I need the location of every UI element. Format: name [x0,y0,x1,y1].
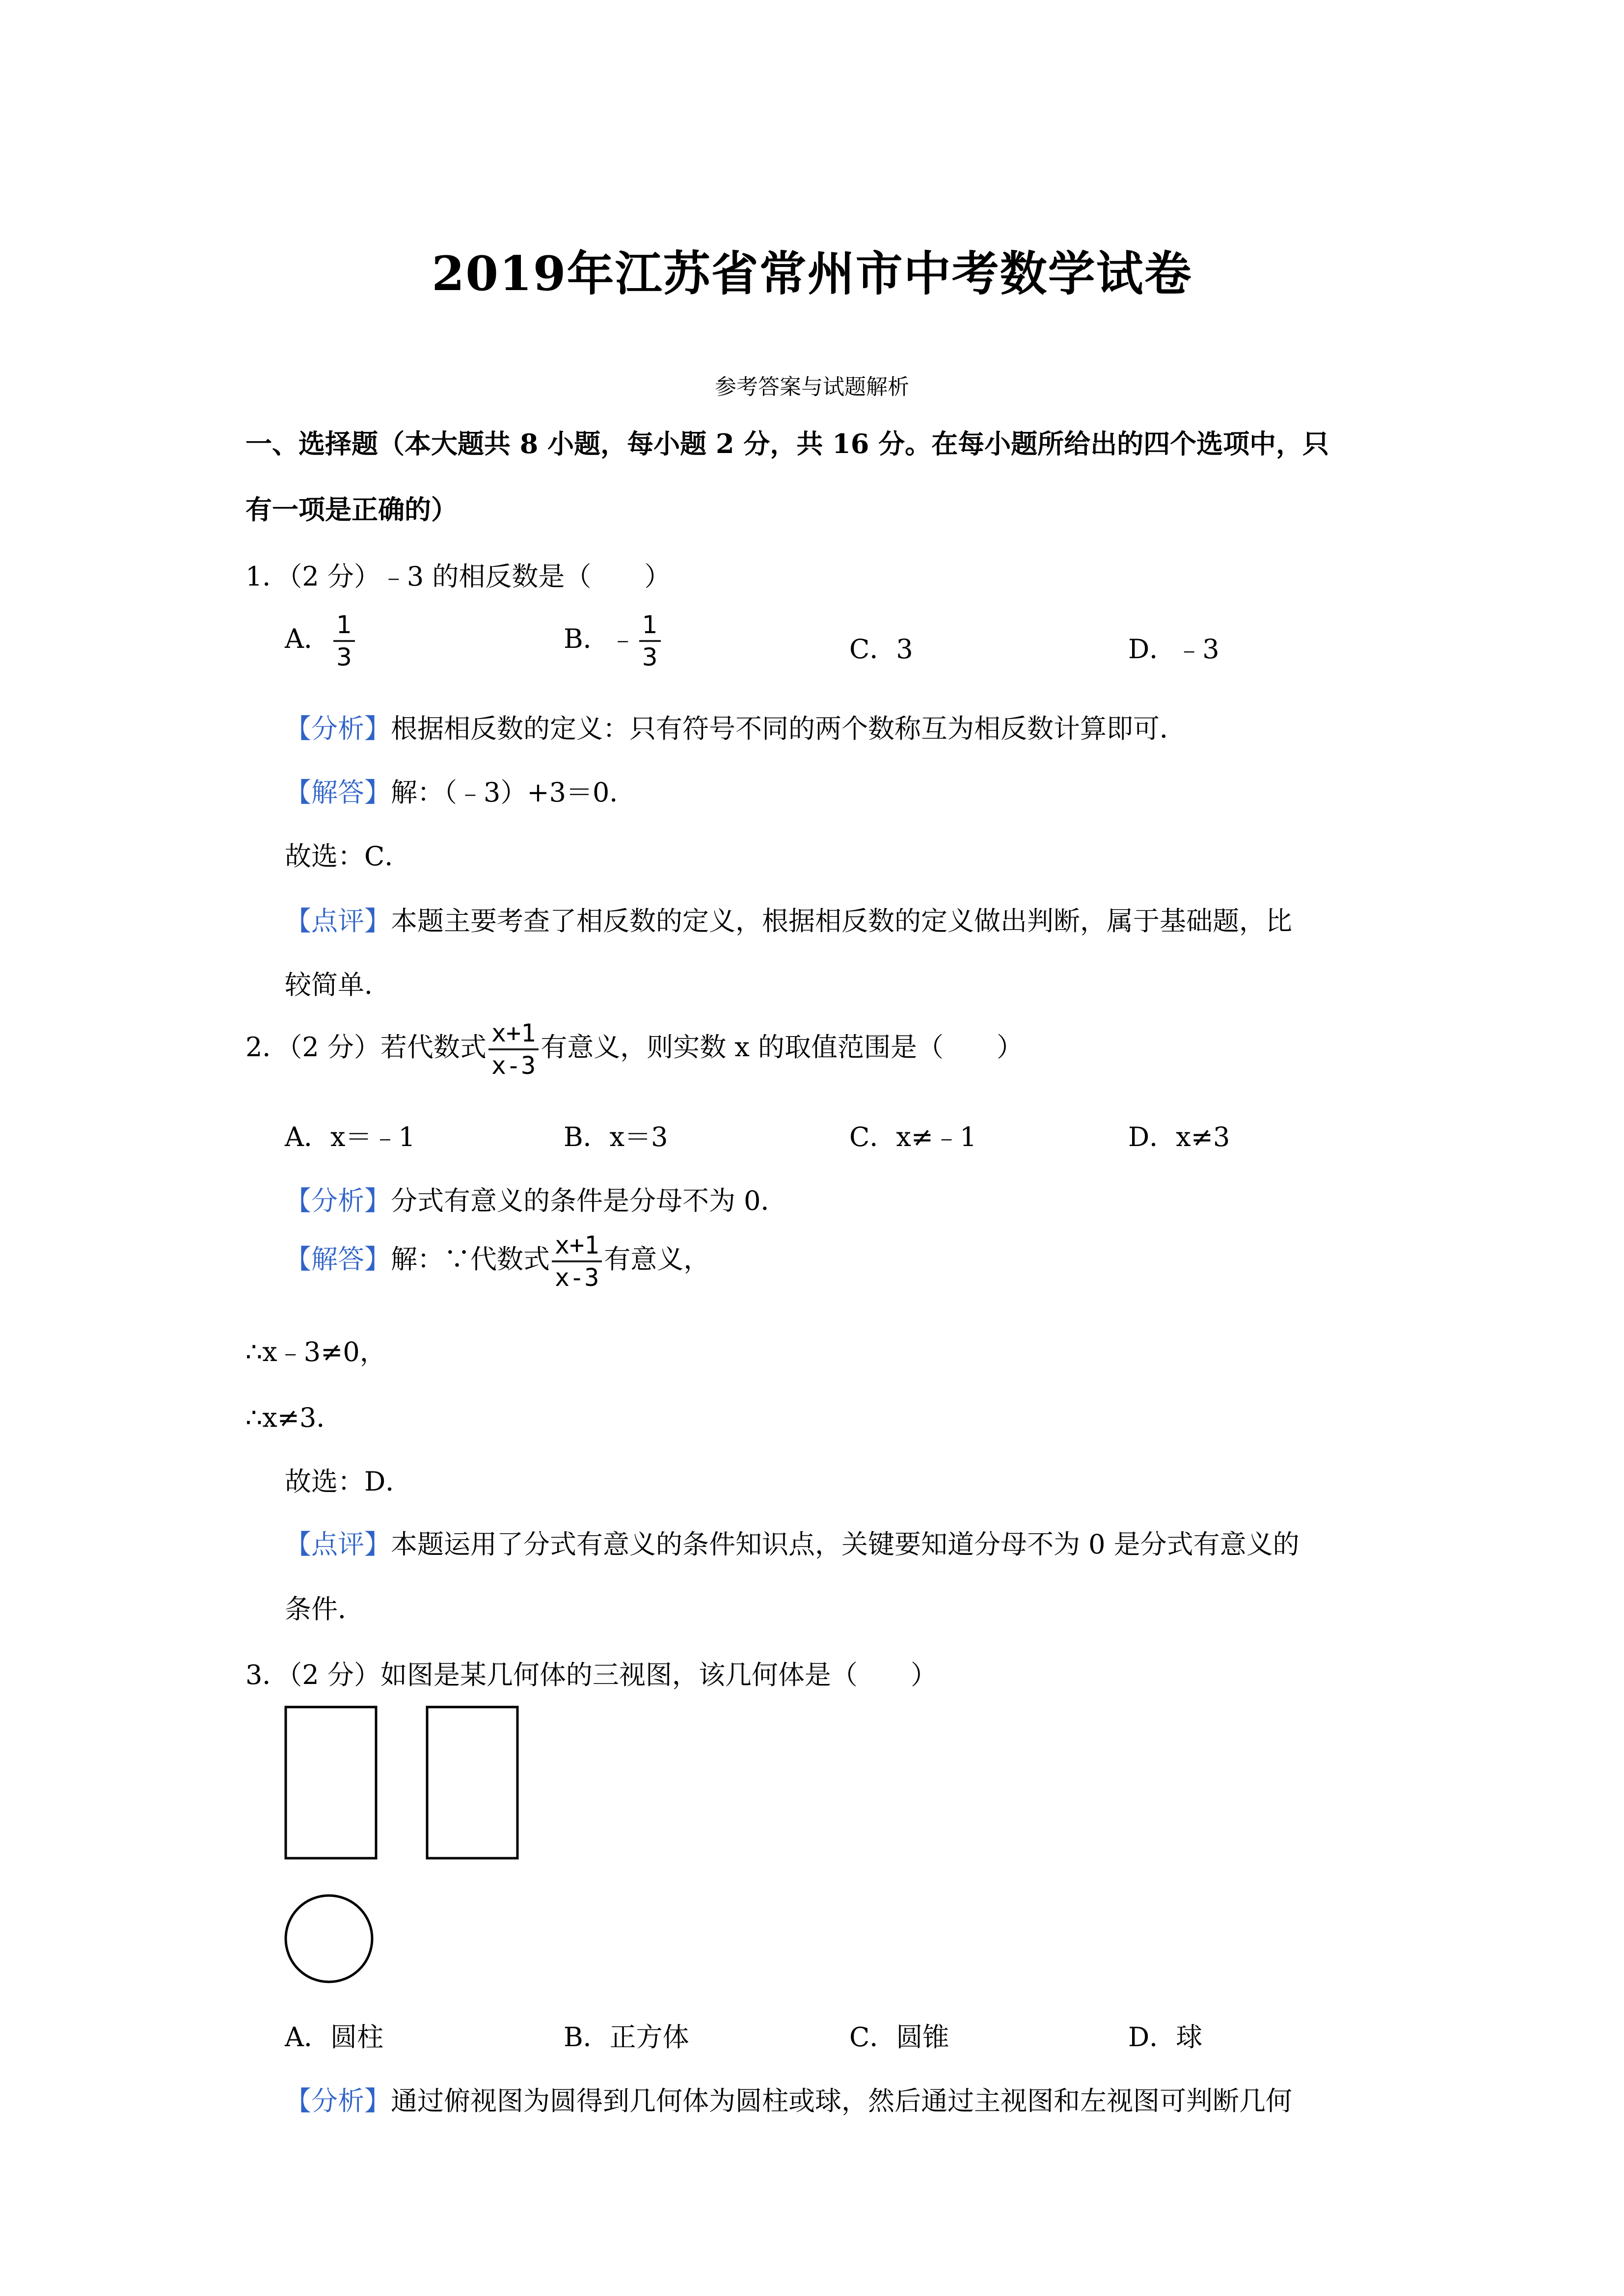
q1-analysis-text: 根据相反数的定义：只有符号不同的两个数称互为相反数计算即可． [391,713,1186,744]
three-view-figure [275,1698,530,2002]
q1-option-a-label: A． [285,623,330,654]
comment-tag: 【点评】 [285,1529,391,1560]
analysis-tag: 【分析】 [285,713,391,744]
q1-option-b-fraction [639,613,661,669]
q2-comment-line2: 条件． [285,1594,364,1625]
top-view-circle [286,1896,372,1982]
q1-option-b-label: B． [564,623,610,654]
fraction-denominator: x-3 [488,1048,539,1078]
fraction-denominator: 3 [639,640,661,669]
q1-option-c: C．3 [849,634,913,665]
fraction-numerator: x+1 [555,1231,599,1259]
q2-solution-pre: 解：∵代数式 [391,1244,550,1275]
q2-option-a: A．x＝﹣1 [285,1121,415,1152]
fraction-numerator: x+1 [491,1019,536,1047]
q1-comment-line2: 较简单． [285,969,391,1000]
q2-solution-fraction [552,1233,602,1290]
page-subtitle: 参考答案与试题解析 [715,374,909,400]
analysis-tag: 【分析】 [285,1185,391,1216]
comment-tag: 【点评】 [285,906,391,936]
fraction-numerator: 1 [642,611,658,639]
q1-analysis [285,708,1186,746]
q2-analysis [285,1180,787,1218]
q2-option-c: C．x≠﹣1 [849,1121,977,1152]
q1-option-a-fraction [333,613,355,669]
q1-option-d: D．﹣3 [1128,634,1219,665]
q1-solution [285,772,636,809]
q3-option-a: A．圆柱 [285,2022,383,2053]
q1-solution-text: 解：（﹣3）+3＝0． [391,777,636,808]
front-view-rectangle [286,1707,376,1858]
q2-step2: ∴x≠3． [245,1402,343,1433]
q2-stem-pre: 2．（2 分）若代数式 [245,1032,487,1063]
side-view-rectangle [427,1707,517,1858]
page-title: 2019年江苏省常州市中考数学试卷 [432,246,1192,301]
q2-analysis-text: 分式有意义的条件是分母不为 0． [391,1185,787,1216]
q2-solution-post: 有意义， [604,1244,710,1275]
fraction-numerator: 1 [336,611,352,639]
section-heading-line2: 有一项是正确的） [245,494,458,525]
q3-stem: 3．（2 分）如图是某几何体的三视图，该几何体是（ ） [245,1659,937,1690]
solution-tag: 【解答】 [285,777,391,808]
q1-stem: 1．（2 分）﹣3 的相反数是（ ） [245,561,671,592]
q1-option-a [285,613,358,669]
q2-solution [285,1233,710,1290]
q1-comment [285,900,1292,938]
q3-option-c: C．圆锥 [849,2022,949,2053]
q2-stem [245,1021,1023,1078]
q2-comment-text: 本题运用了分式有意义的条件知识点，关键要知道分母不为 0 是分式有意义的 [391,1529,1299,1560]
q1-option-b-sign: ﹣ [609,623,636,654]
q2-choice: 故选：D． [285,1466,412,1497]
q2-option-d: D．x≠3 [1128,1121,1230,1152]
q1-choice: 故选：C． [285,841,411,872]
q2-option-b: B．x＝3 [564,1121,668,1152]
q2-step1: ∴x﹣3≠0， [245,1336,386,1367]
q2-comment [285,1523,1299,1561]
section-heading-line1: 一、选择题（本大题共 8 小题，每小题 2 分，共 16 分。在每小题所给出的四个选项中，只 [245,428,1329,459]
q3-option-b: B．正方体 [564,2022,689,2053]
q3-analysis-text: 通过俯视图为圆得到几何体为圆柱或球，然后通过主视图和左视图可判断几何 [391,2085,1292,2116]
fraction-denominator: 3 [333,640,355,669]
q3-analysis [285,2080,1292,2118]
solution-tag: 【解答】 [285,1244,391,1275]
fraction-denominator: x-3 [552,1260,602,1290]
q3-option-d: D．球 [1128,2022,1203,2053]
q2-stem-post: 有意义，则实数 x 的取值范围是（ ） [541,1032,1023,1063]
q2-stem-fraction [488,1021,539,1078]
q1-comment-text: 本题主要考查了相反数的定义，根据相反数的定义做出判断，属于基础题，比 [391,906,1292,936]
q1-option-b [564,613,664,669]
analysis-tag: 【分析】 [285,2085,391,2116]
